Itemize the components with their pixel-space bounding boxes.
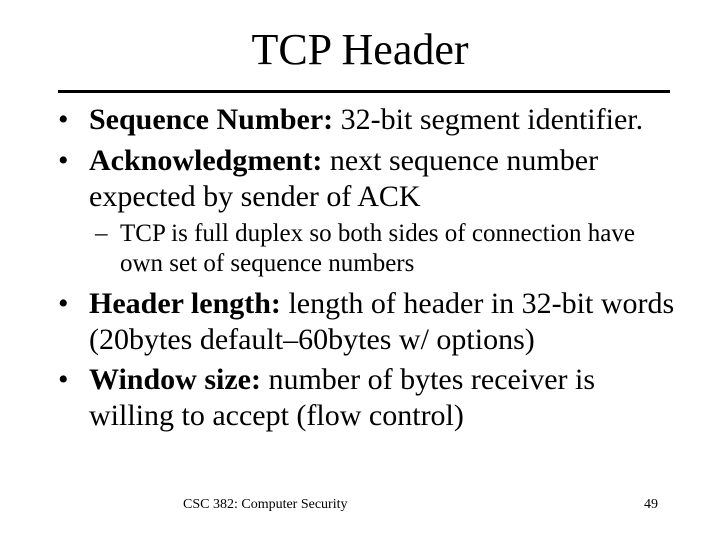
bullet-text: 32-bit segment identifier. [333, 103, 644, 136]
bullet-acknowledgment [58, 143, 658, 215]
bullet-content [89, 143, 658, 215]
bullet-marker: • [58, 144, 69, 177]
sub-bullet-text: TCP is full duplex so both sides of connection have own set of sequence numbers [120, 220, 635, 277]
bullet-term: Acknowledgment: [89, 144, 323, 177]
footer-page-number: 49 [644, 497, 658, 512]
title-underline [58, 90, 670, 93]
footer-course: CSC 382: Computer Security [183, 497, 348, 512]
bullet-text: number of bytes receiver is willing to accept (flow control) [89, 363, 596, 432]
bullet-marker: • [58, 363, 69, 396]
bullet-content [89, 102, 698, 138]
slide-title: TCP Header [251, 25, 469, 74]
bullet-marker: • [58, 103, 69, 136]
bullet-term: Sequence Number: [89, 103, 334, 136]
bullet-content [89, 286, 688, 358]
bullet-window-size [58, 362, 658, 434]
bullet-header-length [58, 286, 688, 358]
bullet-term: Header length: [89, 287, 281, 320]
bullet-text: next sequence number expected by sender of ACK [89, 144, 599, 213]
bullet-marker: • [58, 287, 69, 320]
bullet-sequence-number [58, 102, 698, 138]
sub-bullet-full-duplex [95, 219, 655, 279]
bullet-content [89, 362, 658, 434]
bullet-text: length of header in 32-bit words (20bytes default–60bytes w/ options) [89, 287, 675, 356]
bullet-term: Window size: [89, 363, 261, 396]
sub-bullet-marker: – [95, 220, 108, 247]
